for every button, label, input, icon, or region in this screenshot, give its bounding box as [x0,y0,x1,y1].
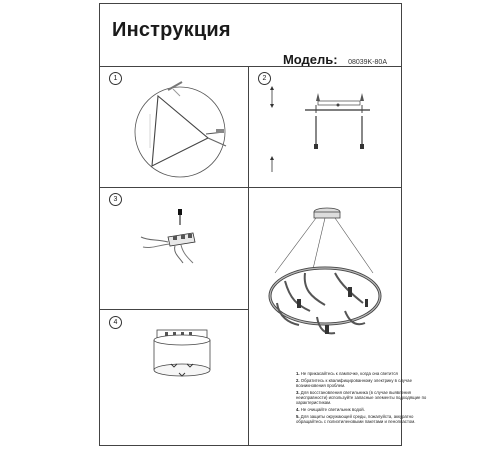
note-item [296,414,438,424]
safety-notes [256,371,438,426]
model-label: Модель: [282,52,338,67]
note-text: Для восстановления светильника (в случае выявления неисправности) используйте запасные элементы подходящие по характеристикам. [296,390,427,406]
divider-row-1 [100,187,401,188]
note-item [296,378,438,388]
note-number: 2. [296,378,300,384]
note-text: Не очищайте светильник водой. [300,407,365,413]
step-2-mounting-diagram [260,84,395,184]
step-number-1: 1 [109,72,122,85]
divider-row-2 [100,309,248,310]
divider-column [248,66,249,446]
page-title: Инструкция [112,19,231,41]
step-4-canopy-diagram [145,324,225,394]
divider-header [100,66,401,67]
chandelier-illustration [255,199,395,364]
note-item [296,407,438,412]
note-text: Для защиты окружающей среды, пожалуйста, аккуратно обращайтесь с полиэтиленовыми пакетами и пенопластом. [296,414,416,425]
step-number-2: 2 [258,72,271,85]
note-item [296,371,438,376]
model-value: 08039K-80A [348,59,387,66]
note-text: Обратитесь к квалифицированному электрику в случае возникновения проблем. [296,378,412,389]
note-item [296,390,438,405]
instruction-sheet [99,3,427,446]
step-3-wiring-diagram [135,209,225,274]
note-number: 3. [296,390,300,396]
note-number: 1. [296,371,300,377]
note-number: 4. [296,407,300,413]
step-number-3: 3 [109,193,122,206]
note-number: 5. [296,414,300,420]
note-text: Не прикасайтесь к лампочке, когда она светится [300,371,398,377]
step-1-drilling-diagram [128,76,238,182]
step-number-4: 4 [109,316,122,329]
